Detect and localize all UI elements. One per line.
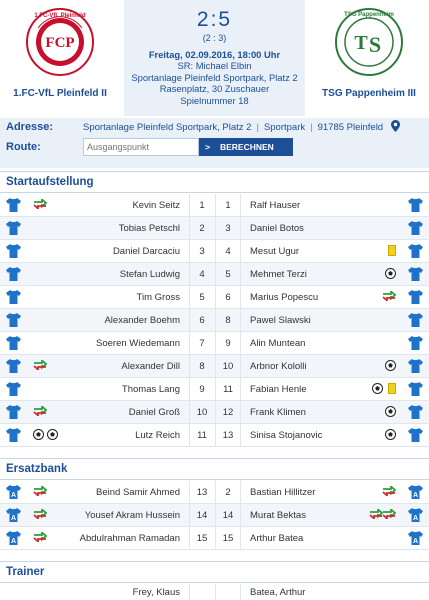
svg-text:A: A: [412, 492, 419, 499]
home-shirt-number: 2: [199, 223, 205, 234]
away-player-name[interactable]: Bastian Hillitzer: [250, 487, 316, 498]
substitute-shirt-icon: [6, 485, 21, 499]
home-shirt-number: 6: [199, 315, 205, 326]
player-row: [0, 194, 429, 217]
goal-ball-icon: [385, 360, 396, 371]
bench-table: [0, 481, 429, 550]
away-shirt-number: 14: [222, 510, 234, 521]
address-venue[interactable]: Sportanlage Pleinfeld Sportpark, Platz 2: [83, 122, 252, 133]
home-team-name[interactable]: 1.FC-VfL Pleinfeld II: [13, 88, 107, 99]
substitution-icon: [33, 509, 47, 519]
shirt-icon: [6, 336, 21, 350]
home-player-name[interactable]: Stefan Ludwig: [119, 269, 180, 280]
away-player-name[interactable]: Arthur Batea: [250, 533, 304, 544]
away-shirt-number: 11: [223, 384, 233, 395]
away-shirt-number: 5: [225, 269, 231, 280]
away-player-name[interactable]: Daniel Botos: [250, 223, 304, 234]
shirt-icon: [408, 313, 423, 327]
away-coach[interactable]: Batea, Arthur: [250, 587, 306, 598]
shirt-icon: [6, 382, 21, 396]
home-player-name[interactable]: Yousef Akram Hussein: [84, 510, 180, 521]
home-shirt-number: 11: [197, 430, 207, 441]
away-shirt-number: 3: [225, 223, 231, 234]
away-player-name[interactable]: Marius Popescu: [250, 292, 319, 303]
player-row: [0, 309, 429, 332]
substitute-shirt-icon: [6, 531, 21, 545]
home-shirt-number: 10: [196, 407, 208, 418]
goal-ball-icon: [385, 406, 396, 417]
goal-ball-icon: [385, 268, 396, 279]
svg-text:S: S: [368, 32, 382, 57]
match-info: [124, 0, 305, 116]
referee: SR: Michael Elbin: [177, 60, 252, 72]
substitute-shirt-icon: [6, 508, 21, 522]
score: 2:5: [196, 8, 233, 31]
away-player-name[interactable]: Frank Klimen: [250, 407, 306, 418]
shirt-icon: [408, 290, 423, 304]
substitution-icon: [382, 291, 396, 301]
address-area[interactable]: Sportpark: [263, 122, 306, 133]
shirt-icon: [408, 244, 423, 258]
away-shirt-number: 6: [225, 292, 231, 303]
shirt-icon: [6, 198, 21, 212]
section-starting-lineup: Startaufstellung: [0, 171, 429, 193]
player-row: [0, 424, 429, 447]
address-panel: [0, 118, 429, 162]
home-shirt-number: 3: [199, 246, 205, 257]
substitute-shirt-icon: [408, 508, 423, 522]
calculate-route-button[interactable]: > BERECHNEN: [199, 138, 293, 156]
home-player-name[interactable]: Alexander Boehm: [104, 315, 180, 326]
substitution-icon: [369, 509, 383, 519]
home-player-name[interactable]: Tim Gross: [136, 292, 180, 303]
home-player-name[interactable]: Abdulrahman Ramadan: [79, 533, 180, 544]
away-player-name[interactable]: Pawel Slawski: [250, 315, 311, 326]
substitution-icon: [33, 406, 47, 416]
away-shirt-number: 10: [222, 361, 234, 372]
substitution-icon: [33, 360, 47, 370]
yellow-card-icon: [388, 245, 396, 256]
home-shirt-number: 1: [199, 200, 205, 211]
shirt-icon: [6, 313, 21, 327]
player-row: [0, 240, 429, 263]
player-row: [0, 481, 429, 504]
player-row: [0, 263, 429, 286]
shirt-icon: [6, 405, 21, 419]
section-bench: Ersatzbank: [0, 458, 429, 480]
home-player-name[interactable]: Alexander Dill: [121, 361, 180, 372]
shirt-icon: [6, 359, 21, 373]
away-player-name[interactable]: Mehmet Terzi: [250, 269, 307, 280]
shirt-icon: [6, 428, 21, 442]
home-coach[interactable]: Frey, Klaus: [132, 587, 180, 598]
away-player-name[interactable]: Arbnor Kololli: [250, 361, 307, 372]
shirt-icon: [408, 405, 423, 419]
coach-row: [0, 584, 429, 600]
substitution-icon: [382, 486, 396, 496]
goal-ball-icon: [33, 429, 44, 440]
away-team-name[interactable]: TSG Pappenheim III: [322, 88, 416, 99]
home-player-name[interactable]: Lutz Reich: [135, 430, 180, 441]
substitute-shirt-icon: [408, 485, 423, 499]
substitute-shirt-icon: [408, 531, 423, 545]
map-pin-icon[interactable]: [391, 120, 400, 132]
home-shirt-number: 9: [199, 384, 205, 395]
player-row: [0, 378, 429, 401]
home-player-name[interactable]: Daniel Groß: [128, 407, 180, 418]
home-shirt-number: 15: [196, 533, 208, 544]
shirt-icon: [6, 267, 21, 281]
away-shirt-number: 13: [222, 430, 234, 441]
pitch-info: Rasenplatz, 30 Zuschauer: [159, 83, 270, 95]
yellow-card-icon: [388, 383, 396, 394]
starting-lineup-table: [0, 194, 429, 447]
away-shirt-number: 4: [225, 246, 231, 257]
substitution-icon: [33, 199, 47, 209]
away-shirt-number: 9: [225, 338, 231, 349]
home-team[interactable]: [0, 0, 120, 116]
away-player-name[interactable]: Fabian Henle: [250, 384, 307, 395]
pleinfeld-logo-icon: [24, 6, 96, 78]
svg-text:A: A: [412, 538, 419, 545]
goal-ball-icon: [385, 429, 396, 440]
home-shirt-number: 4: [199, 269, 205, 280]
away-shirt-number: 1: [225, 200, 231, 211]
away-player-name[interactable]: Sinisa Stojanovic: [250, 430, 323, 441]
away-player-name[interactable]: Ralf Hauser: [250, 200, 301, 211]
away-player-name[interactable]: Alin Muntean: [250, 338, 306, 349]
section-coach: Trainer: [0, 561, 429, 583]
svg-text:A: A: [10, 515, 17, 522]
route-start-input[interactable]: [83, 138, 199, 156]
goal-ball-icon: [47, 429, 58, 440]
away-team[interactable]: [309, 0, 429, 116]
pappenheim-logo-icon: [333, 6, 405, 78]
shirt-icon: [6, 221, 21, 235]
svg-text:1.FC-VfL Pleinfeld: 1.FC-VfL Pleinfeld: [34, 13, 86, 19]
home-shirt-number: 7: [199, 338, 205, 349]
substitution-icon: [33, 486, 47, 496]
away-player-name[interactable]: Mesut Ugur: [250, 246, 300, 257]
home-player-name[interactable]: Tobias Petschl: [118, 223, 180, 234]
away-shirt-number: 12: [222, 407, 234, 418]
player-row: [0, 355, 429, 378]
svg-text:A: A: [10, 492, 17, 499]
player-row: [0, 286, 429, 309]
away-shirt-number: 8: [225, 315, 231, 326]
player-row: [0, 504, 429, 527]
venue[interactable]: Sportanlage Pleinfeld Sportpark, Platz 2: [131, 71, 298, 83]
shirt-icon: [6, 290, 21, 304]
shirt-icon: [408, 359, 423, 373]
address-text: Sportanlage Pleinfeld Sportpark, Platz 2 | Sportpark | 91785 Pleinfeld: [83, 122, 384, 133]
chevron-right-icon: >: [205, 142, 210, 152]
svg-text:A: A: [10, 538, 17, 545]
goal-ball-icon: [372, 383, 383, 394]
home-player-name[interactable]: Thomas Lang: [121, 384, 180, 395]
svg-text:T: T: [354, 32, 368, 54]
match-number: Spielnummer 18: [180, 94, 249, 106]
svg-text:FCP: FCP: [45, 35, 75, 51]
home-player-name[interactable]: Beind Samir Ahmed: [96, 487, 180, 498]
home-shirt-number: 13: [196, 487, 208, 498]
shirt-icon: [408, 198, 423, 212]
svg-text:TSG Pappenheim: TSG Pappenheim: [344, 12, 394, 18]
home-team-logo[interactable]: [24, 6, 96, 78]
shirt-icon: [408, 428, 423, 442]
home-shirt-number: 8: [199, 361, 205, 372]
shirt-icon: [408, 221, 423, 235]
home-player-name[interactable]: Kevin Seitz: [132, 200, 180, 211]
match-date: Freitag, 02.09.2016, 18:00 Uhr: [148, 49, 281, 60]
away-shirt-number: 15: [222, 533, 234, 544]
home-player-name[interactable]: Soeren Wiedemann: [96, 338, 180, 349]
svg-text:A: A: [412, 515, 419, 522]
shirt-icon: [6, 244, 21, 258]
home-shirt-number: 14: [196, 510, 208, 521]
player-row: [0, 217, 429, 240]
away-team-logo[interactable]: [333, 6, 405, 78]
away-shirt-number: 2: [225, 487, 231, 498]
home-shirt-number: 5: [199, 292, 205, 303]
player-row: [0, 332, 429, 355]
player-row: [0, 401, 429, 424]
substitution-icon: [33, 532, 47, 542]
route-label: Route:: [6, 141, 41, 153]
shirt-icon: [408, 382, 423, 396]
away-player-name[interactable]: Murat Bektas: [250, 510, 306, 521]
address-label: Adresse:: [6, 121, 54, 133]
shirt-icon: [408, 336, 423, 350]
substitution-icon: [382, 509, 396, 519]
address-city[interactable]: 91785 Pleinfeld: [317, 122, 384, 133]
shirt-icon: [408, 267, 423, 281]
player-row: [0, 527, 429, 550]
match-header: [0, 0, 429, 116]
halftime-score: (2 : 3): [202, 33, 227, 43]
home-player-name[interactable]: Daniel Darcaciu: [112, 246, 180, 257]
